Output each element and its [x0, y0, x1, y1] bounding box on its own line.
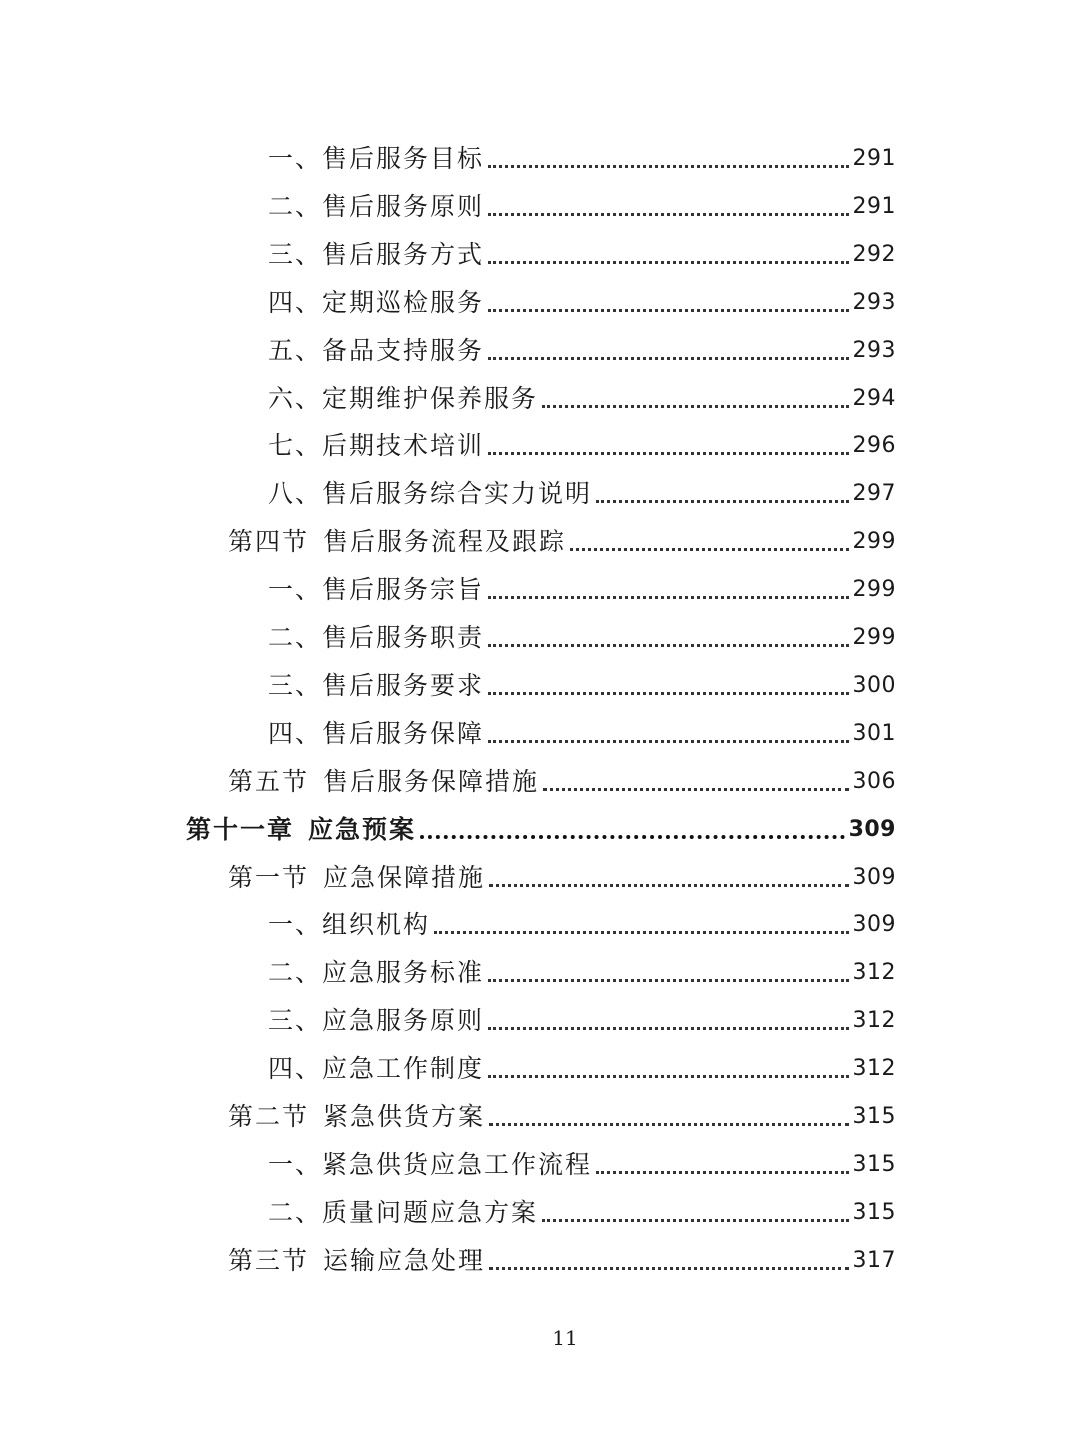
toc-entry-number: 第五节	[228, 766, 310, 796]
toc-entry-number: 一、	[268, 910, 323, 940]
toc-entry-number: 三、	[268, 670, 323, 700]
toc-chapter-entry[interactable]	[186, 801, 896, 845]
toc-subsection-entry[interactable]	[268, 1040, 896, 1084]
toc-subsection-entry[interactable]	[268, 178, 896, 222]
toc-dot-leader	[542, 1219, 848, 1222]
toc-dot-leader	[542, 405, 848, 408]
toc-entry-page: 309	[852, 864, 896, 890]
toc-entry-number: 八、	[268, 479, 323, 509]
toc-entry-text: 运输应急处理	[323, 1245, 486, 1275]
toc-entry-page: 300	[852, 672, 896, 698]
toc-dot-leader	[543, 788, 848, 791]
toc-entry-page: 309	[848, 816, 896, 842]
toc-dot-leader	[488, 692, 848, 695]
toc-section-entry[interactable]	[228, 849, 896, 893]
toc-section-entry[interactable]	[228, 1088, 896, 1132]
toc-entry-page: 312	[852, 960, 896, 986]
toc-entry-title	[228, 767, 539, 797]
toc-entry-title	[268, 288, 484, 318]
toc-entry-title	[268, 671, 484, 701]
toc-entry-title	[268, 575, 484, 605]
toc-entry-title	[228, 1102, 485, 1132]
toc-dot-leader	[489, 1123, 848, 1126]
toc-entry-number: 四、	[268, 1054, 323, 1084]
toc-subsection-entry[interactable]	[268, 1184, 896, 1228]
toc-entry-number: 第十一章	[186, 814, 295, 844]
toc-subsection-entry[interactable]	[268, 657, 896, 701]
toc-dot-leader	[434, 931, 848, 934]
toc-entry-title	[268, 719, 484, 749]
toc-entry-number: 六、	[268, 383, 323, 413]
toc-entry-text: 售后服务职责	[322, 623, 485, 652]
toc-entry-text: 售后服务宗旨	[322, 575, 485, 605]
toc-entry-text: 售后服务保障措施	[323, 766, 540, 796]
toc-entry-title	[268, 144, 484, 174]
toc-entry-number: 一、	[268, 575, 323, 605]
toc-entry-number: 第三节	[228, 1245, 310, 1275]
toc-entry-number: 一、	[268, 1149, 323, 1179]
toc-entry-text: 售后服务综合实力说明	[322, 479, 593, 509]
toc-entry-text: 质量问题应急方案	[322, 1197, 539, 1227]
toc-entry-title	[268, 384, 538, 414]
toc-dot-leader	[420, 835, 845, 839]
toc-entry-page: 294	[852, 385, 896, 411]
toc-entry-text: 紧急供货方案	[323, 1102, 486, 1131]
toc-section-entry[interactable]	[228, 753, 896, 797]
toc-dot-leader	[596, 1171, 848, 1174]
toc-entry-text: 组织机构	[322, 910, 431, 940]
toc-entry-text: 售后服务原则	[322, 191, 485, 221]
toc-entry-title	[268, 1150, 592, 1180]
toc-section-entry[interactable]	[228, 513, 896, 557]
toc-entry-page: 292	[852, 241, 896, 267]
toc-dot-leader	[488, 165, 848, 168]
toc-subsection-entry[interactable]	[268, 944, 896, 988]
toc-entry-title	[268, 910, 430, 940]
toc-subsection-entry[interactable]	[268, 1136, 896, 1180]
toc-entry-title	[268, 431, 484, 461]
toc-entry-text: 售后服务流程及跟踪	[323, 527, 567, 557]
toc-subsection-entry[interactable]	[268, 705, 896, 749]
toc-entry-page: 312	[852, 1056, 896, 1082]
page-number: 11	[552, 1326, 578, 1350]
toc-dot-leader	[488, 213, 848, 216]
toc-entry-number: 四、	[268, 287, 323, 317]
toc-entry-title	[268, 1006, 484, 1036]
toc-entry-text: 紧急供货应急工作流程	[322, 1149, 593, 1179]
toc-subsection-entry[interactable]	[268, 609, 896, 653]
toc-entry-number: 四、	[268, 718, 323, 748]
toc-entry-text: 应急保障措施	[323, 862, 486, 892]
toc-entry-page: 299	[852, 625, 896, 650]
toc-dot-leader	[488, 979, 848, 982]
toc-dot-leader	[596, 500, 848, 503]
toc-dot-leader	[489, 1267, 848, 1270]
toc-subsection-entry[interactable]	[268, 322, 896, 366]
toc-dot-leader	[488, 452, 848, 455]
toc-dot-leader	[570, 548, 848, 551]
toc-entry-text: 定期维护保养服务	[322, 383, 539, 413]
toc-entry-page: 291	[852, 193, 896, 219]
toc-entry-page: 293	[852, 337, 896, 363]
toc-entry-text: 售后服务要求	[322, 670, 485, 700]
toc-entry-page: 299	[852, 577, 896, 603]
toc-subsection-entry[interactable]	[268, 992, 896, 1036]
toc-entry-title	[268, 192, 484, 222]
toc-entry-number: 三、	[268, 1006, 323, 1036]
toc-entry-page: 301	[852, 720, 896, 746]
toc-entry-page: 291	[852, 146, 896, 171]
toc-entry-title	[268, 240, 484, 270]
toc-section-entry[interactable]	[228, 1232, 896, 1276]
toc-subsection-entry[interactable]	[268, 226, 896, 270]
toc-subsection-entry[interactable]	[268, 130, 896, 174]
toc-entry-title	[268, 336, 484, 366]
toc-entry-number: 二、	[268, 191, 323, 221]
toc-entry-text: 应急服务原则	[322, 1006, 485, 1036]
toc-entry-text: 定期巡检服务	[322, 287, 485, 317]
toc-subsection-entry[interactable]	[268, 561, 896, 605]
toc-dot-leader	[488, 357, 848, 360]
toc-entry-text: 备品支持服务	[322, 335, 485, 365]
toc-entry-text: 应急工作制度	[322, 1054, 485, 1084]
toc-entry-page: 315	[852, 1104, 896, 1129]
toc-dot-leader	[488, 309, 848, 312]
toc-dot-leader	[488, 261, 848, 264]
toc-entry-number: 第四节	[228, 527, 310, 557]
toc-entry-number: 三、	[268, 239, 323, 269]
toc-entry-title	[268, 1198, 538, 1228]
toc-entry-text: 售后服务保障	[322, 718, 485, 748]
toc-dot-leader	[488, 740, 848, 743]
toc-subsection-entry[interactable]	[268, 274, 896, 318]
toc-entry-number: 二、	[268, 1197, 323, 1227]
toc-entry-page: 315	[852, 1151, 896, 1177]
toc-entry-title	[268, 479, 592, 509]
toc-subsection-entry[interactable]	[268, 370, 896, 414]
toc-entry-text: 售后服务目标	[322, 144, 485, 173]
toc-entry-number: 第二节	[228, 1102, 310, 1131]
toc-entry-page: 309	[852, 912, 896, 938]
toc-entry-page: 297	[852, 481, 896, 507]
toc-subsection-entry[interactable]	[268, 417, 896, 461]
toc-dot-leader	[488, 1027, 848, 1030]
toc-subsection-entry[interactable]	[268, 896, 896, 940]
toc-dot-leader	[488, 1075, 848, 1078]
toc-entry-page: 296	[852, 433, 896, 459]
toc-entry-text: 后期技术培训	[322, 431, 485, 461]
toc-entry-number: 五、	[268, 335, 323, 365]
toc-entry-title	[268, 1054, 484, 1084]
toc-entry-number: 一、	[268, 144, 323, 173]
toc-entry-number: 七、	[268, 431, 323, 461]
toc-entry-page: 299	[852, 529, 896, 555]
toc-entry-title	[268, 958, 484, 988]
toc-entry-title	[228, 1246, 485, 1276]
toc-entry-title	[228, 527, 566, 557]
toc-dot-leader	[488, 644, 848, 647]
toc-entry-number: 二、	[268, 958, 323, 988]
toc-entry-page: 315	[852, 1199, 896, 1225]
toc-entry-text: 售后服务方式	[322, 239, 485, 269]
toc-entry-text: 应急服务标准	[322, 958, 485, 988]
toc-entry-number: 第一节	[228, 862, 310, 892]
toc-entry-title	[186, 815, 416, 845]
toc-entry-page: 306	[852, 768, 896, 794]
toc-entry-title	[228, 863, 485, 893]
toc-entry-title	[268, 623, 484, 653]
toc-entry-page: 317	[852, 1247, 896, 1273]
toc-dot-leader	[488, 596, 848, 599]
toc-entry-page: 293	[852, 289, 896, 315]
toc-entry-text: 应急预案	[308, 814, 417, 844]
toc-entry-number: 二、	[268, 623, 323, 652]
toc-subsection-entry[interactable]	[268, 465, 896, 509]
toc-dot-leader	[489, 884, 848, 887]
toc-entry-page: 312	[852, 1008, 896, 1034]
